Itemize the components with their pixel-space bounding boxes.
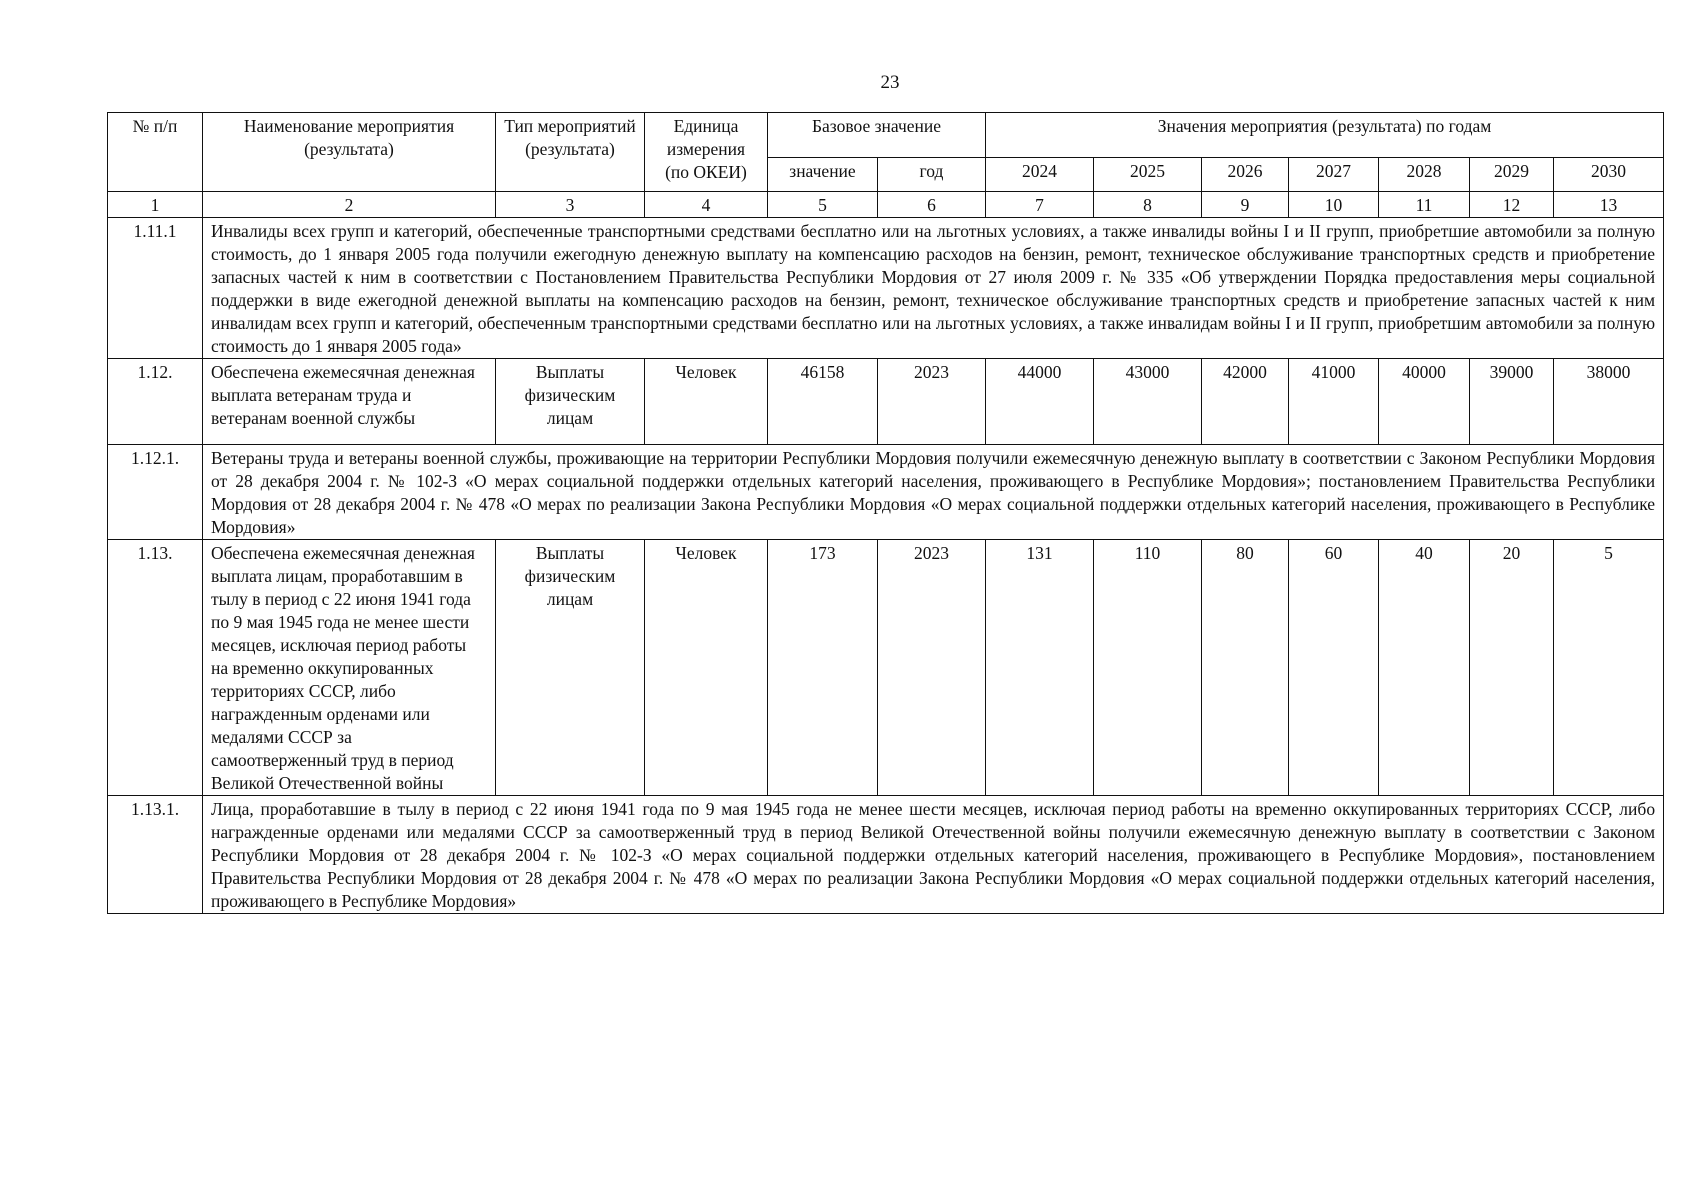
header-type: Тип мероприятий (результата) — [496, 113, 645, 192]
measure-type: Выплаты физическим лицам — [496, 540, 645, 796]
column-number: 3 — [496, 192, 645, 218]
measure-row — [108, 540, 1664, 796]
year-value: 5 — [1554, 540, 1664, 796]
column-number: 4 — [645, 192, 768, 218]
base-year: 2023 — [878, 359, 986, 445]
column-number: 10 — [1289, 192, 1379, 218]
year-value: 131 — [986, 540, 1094, 796]
column-number: 8 — [1094, 192, 1202, 218]
row-number: 1.13.1. — [108, 796, 203, 914]
header-base-year: год — [878, 158, 986, 192]
header-base: Базовое значение — [768, 113, 986, 158]
measure-name: Обеспечена ежемесячная денежная выплата лицам, проработавшим в тылу в период с 22 июня 1941 года по 9 мая 1945 года не менее шести месяцев, исключая период работы на временно оккупированных территориях СССР, либо награжденным орденами или медалями СССР за самоотверженный труд в период Великой Отечественной войны — [203, 540, 496, 796]
column-number: 9 — [1202, 192, 1289, 218]
base-value: 173 — [768, 540, 878, 796]
year-value: 40 — [1379, 540, 1470, 796]
year-value: 41000 — [1289, 359, 1379, 445]
year-value: 40000 — [1379, 359, 1470, 445]
measures-table — [107, 112, 1664, 914]
header-year: 2028 — [1379, 158, 1470, 192]
header-year: 2029 — [1470, 158, 1554, 192]
column-number: 11 — [1379, 192, 1470, 218]
description-row — [108, 796, 1664, 914]
header-name: Наименование мероприятия (результата) — [203, 113, 496, 192]
header-year: 2026 — [1202, 158, 1289, 192]
header-number: № п/п — [108, 113, 203, 192]
year-value: 43000 — [1094, 359, 1202, 445]
header-years: Значения мероприятия (результата) по годам — [986, 113, 1664, 158]
header-year: 2027 — [1289, 158, 1379, 192]
header-year: 2024 — [986, 158, 1094, 192]
row-number: 1.13. — [108, 540, 203, 796]
row-description: Ветераны труда и ветераны военной службы, проживающие на территории Республики Мордовия получили ежемесячную денежную выплату в соответствии с Законом Республики Мордовия от 28 декабря 2004 г. № 102-З «О мерах социальной поддержки отдельных категорий населения, проживающего в Республике Мордовия»; постановлением Правительства Республики Мордовия от 28 декабря 2004 г. № 478 «О мерах по реализации Закона Республики Мордовия «О мерах социальной поддержки отдельных категорий населения, проживающего в Республике Мордовия» — [203, 445, 1664, 540]
measure-unit: Человек — [645, 540, 768, 796]
header-year: 2025 — [1094, 158, 1202, 192]
column-number: 6 — [878, 192, 986, 218]
header-unit: Единица измерения (по ОКЕИ) — [645, 113, 768, 192]
base-year: 2023 — [878, 540, 986, 796]
column-number: 7 — [986, 192, 1094, 218]
page-number: 23 — [880, 72, 900, 93]
header-year: 2030 — [1554, 158, 1664, 192]
row-description: Лица, проработавшие в тылу в период с 22 июня 1941 года по 9 мая 1945 года не менее шести месяцев, исключая период работы на временно оккупированных территориях СССР, либо награжденные орденами или медалями СССР за самоотверженный труд в период Великой Отечественной войны получили ежемесячную денежную выплату в соответствии с Законом Республики Мордовия от 28 декабря 2004 г. № 102-З «О мерах социальной поддержки отдельных категорий населения, проживающего в Республике Мордовия», постановлением Правительства Республики Мордовия от 28 декабря 2004 г. № 478 «О мерах по реализации Закона Республики Мордовия «О мерах социальной поддержки отдельных категорий населения, проживающего в Республике Мордовия» — [203, 796, 1664, 914]
column-number: 13 — [1554, 192, 1664, 218]
description-row — [108, 218, 1664, 359]
year-value: 44000 — [986, 359, 1094, 445]
row-number: 1.12.1. — [108, 445, 203, 540]
year-value: 20 — [1470, 540, 1554, 796]
column-number: 5 — [768, 192, 878, 218]
column-number: 2 — [203, 192, 496, 218]
base-value: 46158 — [768, 359, 878, 445]
year-value: 42000 — [1202, 359, 1289, 445]
row-number: 1.11.1 — [108, 218, 203, 359]
row-number: 1.12. — [108, 359, 203, 445]
measure-type: Выплаты физическим лицам — [496, 359, 645, 445]
row-description: Инвалиды всех групп и категорий, обеспеченные транспортными средствами бесплатно или на льготных условиях, а также инвалиды войны I и II групп, приобретшие автомобили за полную стоимость, до 1 января 2005 года получили ежегодную денежную выплату на компенсацию расходов на бензин, ремонт, техническое обслуживание транспортных средств и приобретение запасных частей к ним в соответствии с Постановлением Правительства Республики Мордовия от 27 июля 2009 г. № 335 «Об утверждении Порядка предоставления меры социальной поддержки в виде ежегодной денежной выплаты на компенсацию расходов на бензин, ремонт, техническое обслуживание транспортных средств и приобретение запасных частей к ним инвалидам всех групп и категорий, обеспеченным транспортными средствами бесплатно или на льготных условиях, а также инвалидам войны I и II групп, приобретшим автомобили за полную стоимость до 1 января 2005 года» — [203, 218, 1664, 359]
measure-name: Обеспечена ежемесячная денежная выплата ветеранам труда и ветеранам военной службы — [203, 359, 496, 445]
column-number: 1 — [108, 192, 203, 218]
year-value: 80 — [1202, 540, 1289, 796]
column-number: 12 — [1470, 192, 1554, 218]
year-value: 39000 — [1470, 359, 1554, 445]
year-value: 60 — [1289, 540, 1379, 796]
description-row — [108, 445, 1664, 540]
measure-row — [108, 359, 1664, 445]
year-value: 110 — [1094, 540, 1202, 796]
year-value: 38000 — [1554, 359, 1664, 445]
header-base-value: значение — [768, 158, 878, 192]
measure-unit: Человек — [645, 359, 768, 445]
column-numbers-row — [108, 192, 1664, 218]
